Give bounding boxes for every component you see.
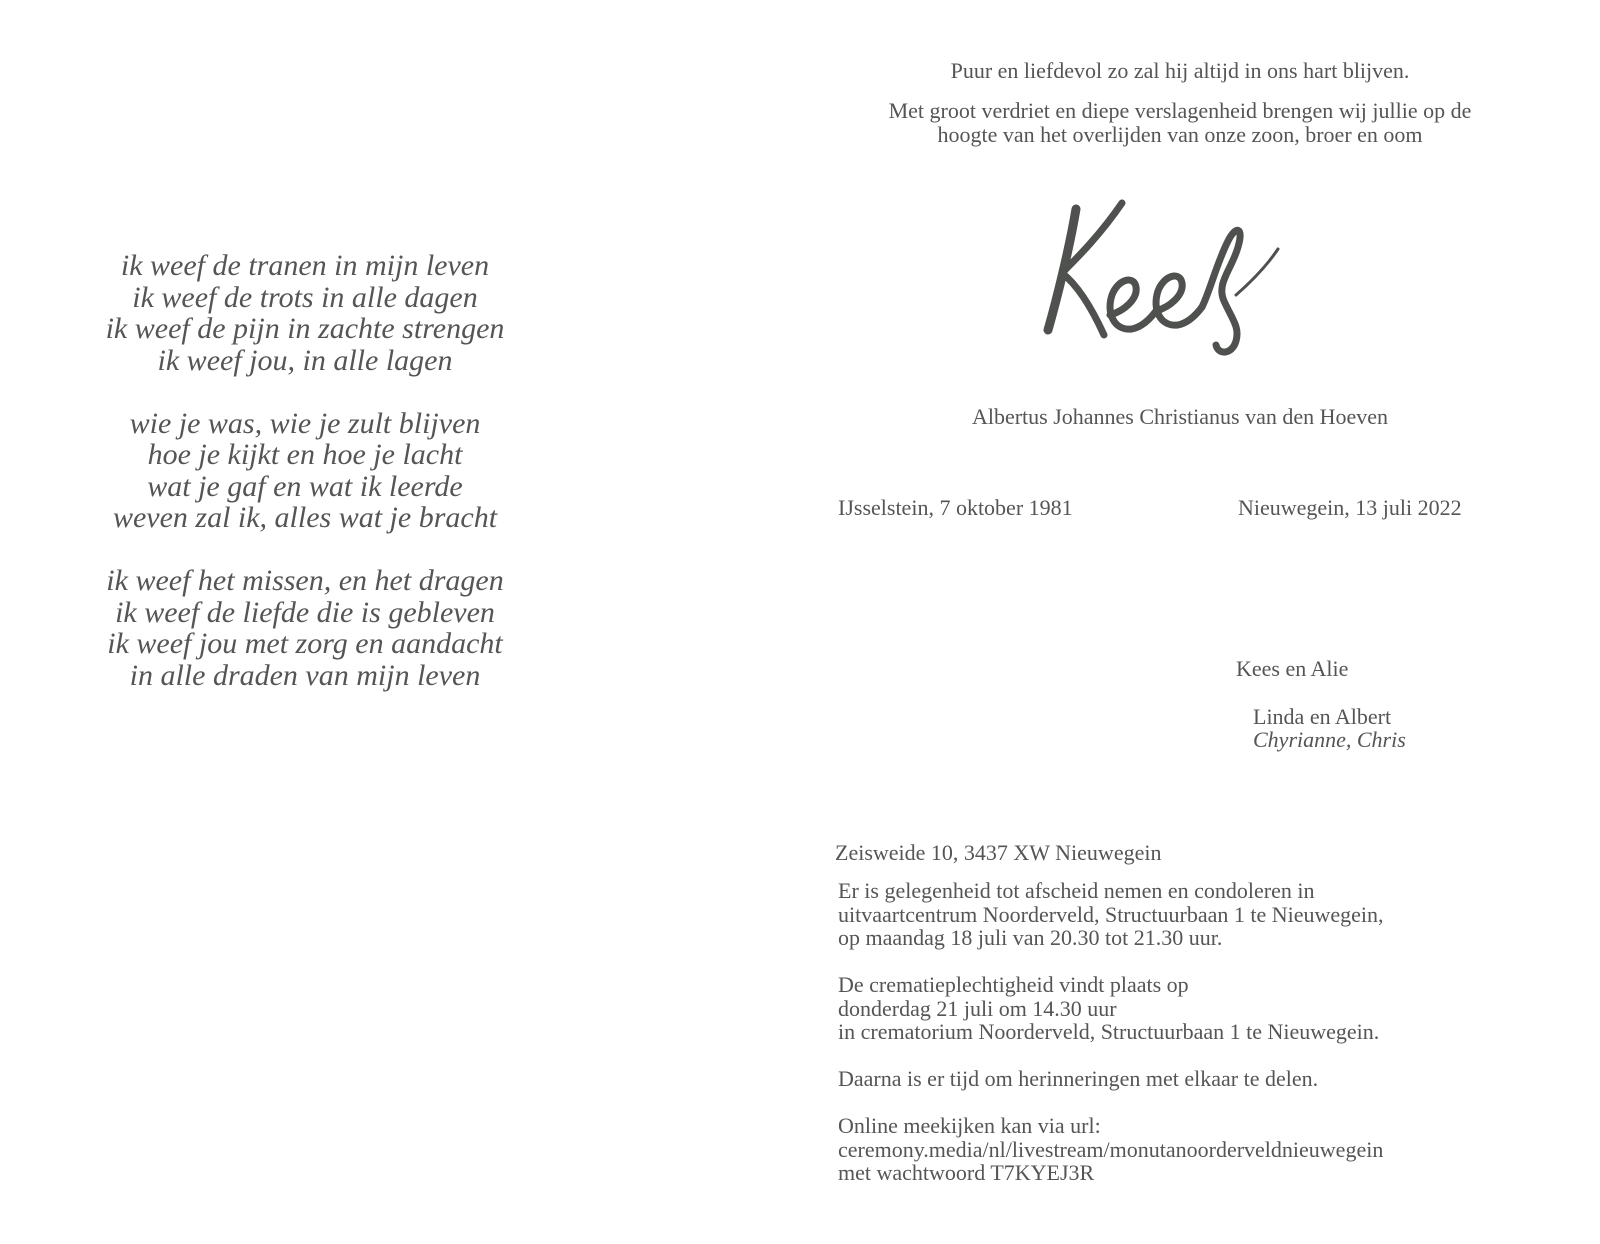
- poem-line: weven zal ik, alles wat je bracht: [112, 501, 498, 534]
- info-line: donderdag 21 juli om 14.30 uur: [838, 995, 1117, 1021]
- poem-line: ik weef het missen, en het dragen: [106, 564, 504, 597]
- poem-line: ik weef jou met zorg en aandacht: [107, 627, 503, 660]
- intro-text: [800, 99, 1560, 146]
- info-line: op maandag 18 juli van 20.30 tot 21.30 uur.: [838, 925, 1223, 950]
- poem-line: hoe je kijkt en hoe je lacht: [147, 438, 463, 471]
- poem: [60, 250, 550, 723]
- family-sibling: Linda en Albert: [1253, 704, 1392, 729]
- full-name: Albertus Johannes Christianus van den Hoeven: [971, 404, 1389, 429]
- poem-line: ik weef de pijn in zachte strengen: [105, 312, 505, 345]
- poem-line: wat je gaf en wat ik leerde: [147, 469, 463, 503]
- intro-line: Met groot verdriet en diepe verslagenheid brengen wij jullie op de: [888, 98, 1472, 123]
- birth-place-date: IJsselstein, 7 oktober 1981: [838, 495, 1073, 520]
- info-paragraph-livestream: [838, 1114, 1558, 1185]
- info-line: Daarna is er tijd om herinneringen met elkaar te delen.: [838, 1066, 1319, 1091]
- info-line: De crematieplechtigheid vindt plaats op: [838, 972, 1189, 997]
- poem-line: ik weef de liefde die is gebleven: [115, 595, 495, 629]
- info-paragraph-cremation: [838, 973, 1558, 1044]
- poem-stanza-1: [60, 250, 550, 376]
- livestream-url: ceremony.media/nl/livestream/monutanoorderveldnieuwegein: [838, 1136, 1384, 1162]
- info-paragraph-memories: [838, 1067, 1558, 1091]
- info-line: uitvaartcentrum Noorderveld, Structuurbaan 1 te Nieuwegein,: [838, 901, 1384, 927]
- info-line: in crematorium Noorderveld, Structuurbaan 1 te Nieuwegein.: [838, 1019, 1380, 1044]
- poem-line: ik weef de trots in alle dagen: [132, 280, 478, 314]
- family-children: Chyrianne, Chris: [1253, 727, 1406, 752]
- info-line: Er is gelegenheid tot afscheid nemen en condoleren in: [838, 878, 1315, 903]
- info-line: Online meekijken kan via url:: [838, 1113, 1101, 1138]
- poem-stanza-3: [60, 565, 550, 691]
- poem-line: ik weef jou, in alle lagen: [157, 343, 453, 377]
- ceremony-info: [838, 879, 1558, 1208]
- address: Zeisweide 10, 3437 XW Nieuwegein: [835, 840, 1162, 865]
- livestream-password: met wachtwoord T7KYEJ3R: [838, 1160, 1095, 1185]
- tagline: Puur en liefdevol zo zal hij altijd in ons hart blijven.: [950, 58, 1410, 83]
- poem-stanza-2: [60, 408, 550, 534]
- name-script-svg: [1040, 195, 1300, 365]
- poem-line: ik weef de tranen in mijn leven: [120, 249, 490, 282]
- name-script-logo: [1040, 195, 1300, 365]
- intro-line: hoogte van het overlijden van onze zoon, broer en oom: [937, 121, 1423, 147]
- family-parents: Kees en Alie: [1236, 656, 1349, 681]
- poem-line: wie je was, wie je zult blijven: [129, 406, 481, 440]
- info-paragraph-condolence: [838, 879, 1558, 950]
- death-place-date: Nieuwegein, 13 juli 2022: [1238, 495, 1462, 520]
- poem-line: in alle draden van mijn leven: [129, 658, 481, 692]
